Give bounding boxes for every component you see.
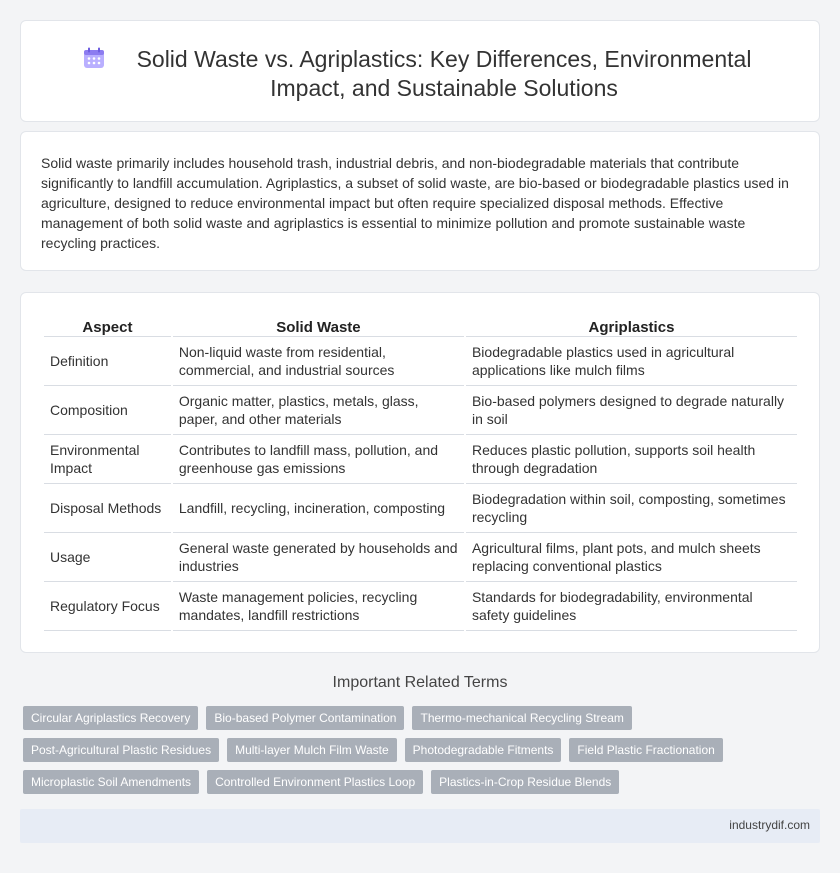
page-title: Solid Waste vs. Agriplastics: Key Differences, Environmental Impact, and Sustainable Solutions [136,46,752,101]
row-solid-waste: Contributes to landfill mass, pollution, and greenhouse gas emissions [173,435,464,484]
related-term-tag[interactable]: Controlled Environment Plastics Loop [207,770,423,794]
row-solid-waste: General waste generated by households and industries [173,533,464,582]
row-solid-waste: Organic matter, plastics, metals, glass, paper, and other materials [173,386,464,435]
calendar-icon [83,47,105,69]
related-term-tag[interactable]: Field Plastic Fractionation [569,738,722,762]
related-terms-title: Important Related Terms [332,674,508,691]
row-aspect: Definition [44,337,171,386]
table-row [44,337,797,386]
related-term-tag[interactable]: Post-Agricultural Plastic Residues [23,738,219,762]
table-row [44,533,797,582]
related-term-tag[interactable]: Plastics-in-Crop Residue Blends [431,770,619,794]
row-agriplastics: Agricultural films, plant pots, and mulch sheets replacing conventional plastics [466,533,797,582]
table-header-row [44,313,797,337]
row-agriplastics: Reduces plastic pollution, supports soil health through degradation [466,435,797,484]
row-solid-waste: Landfill, recycling, incineration, composting [173,484,464,533]
column-header-solid-waste: Solid Waste [173,313,464,337]
related-term-tag[interactable]: Bio-based Polymer Contamination [206,706,404,730]
intro-paragraph: Solid waste primarily includes household trash, industrial debris, and non-biodegradable materials that contribute significantly to landfill accumulation. Agriplastics, a subset of solid waste, are bio-based or biodegradable plastics used in agriculture, designed to reduce environmental impact but often require specialized disposal methods. Effective management of both solid waste and agriplastics is essential to minimize pollution and promote sustainable waste recycling practices. [41,155,789,251]
related-terms-list [23,706,823,794]
related-term-tag[interactable]: Microplastic Soil Amendments [23,770,199,794]
row-agriplastics: Biodegradable plastics used in agricultural applications like mulch films [466,337,797,386]
row-aspect: Disposal Methods [44,484,171,533]
comparison-table [42,313,799,631]
related-term-tag[interactable]: Photodegradable Fitments [405,738,562,762]
row-agriplastics: Standards for biodegradability, environmental safety guidelines [466,582,797,631]
intro-card [20,131,820,271]
table-row [44,582,797,631]
row-aspect: Usage [44,533,171,582]
row-aspect: Environmental Impact [44,435,171,484]
related-term-tag[interactable]: Thermo-mechanical Recycling Stream [412,706,631,730]
row-aspect: Regulatory Focus [44,582,171,631]
table-row [44,435,797,484]
footer-site-link[interactable]: industrydif.com [729,818,810,832]
row-solid-waste: Non-liquid waste from residential, commercial, and industrial sources [173,337,464,386]
header-card [20,20,820,122]
table-row [44,484,797,533]
row-solid-waste: Waste management policies, recycling mandates, landfill restrictions [173,582,464,631]
comparison-table-card [20,292,820,653]
row-agriplastics: Bio-based polymers designed to degrade naturally in soil [466,386,797,435]
related-term-tag[interactable]: Multi-layer Mulch Film Waste [227,738,397,762]
row-aspect: Composition [44,386,171,435]
row-agriplastics: Biodegradation within soil, composting, sometimes recycling [466,484,797,533]
footer [20,809,820,843]
related-term-tag[interactable]: Circular Agriplastics Recovery [23,706,198,730]
column-header-agriplastics: Agriplastics [466,313,797,337]
table-row [44,386,797,435]
column-header-aspect: Aspect [44,313,171,337]
